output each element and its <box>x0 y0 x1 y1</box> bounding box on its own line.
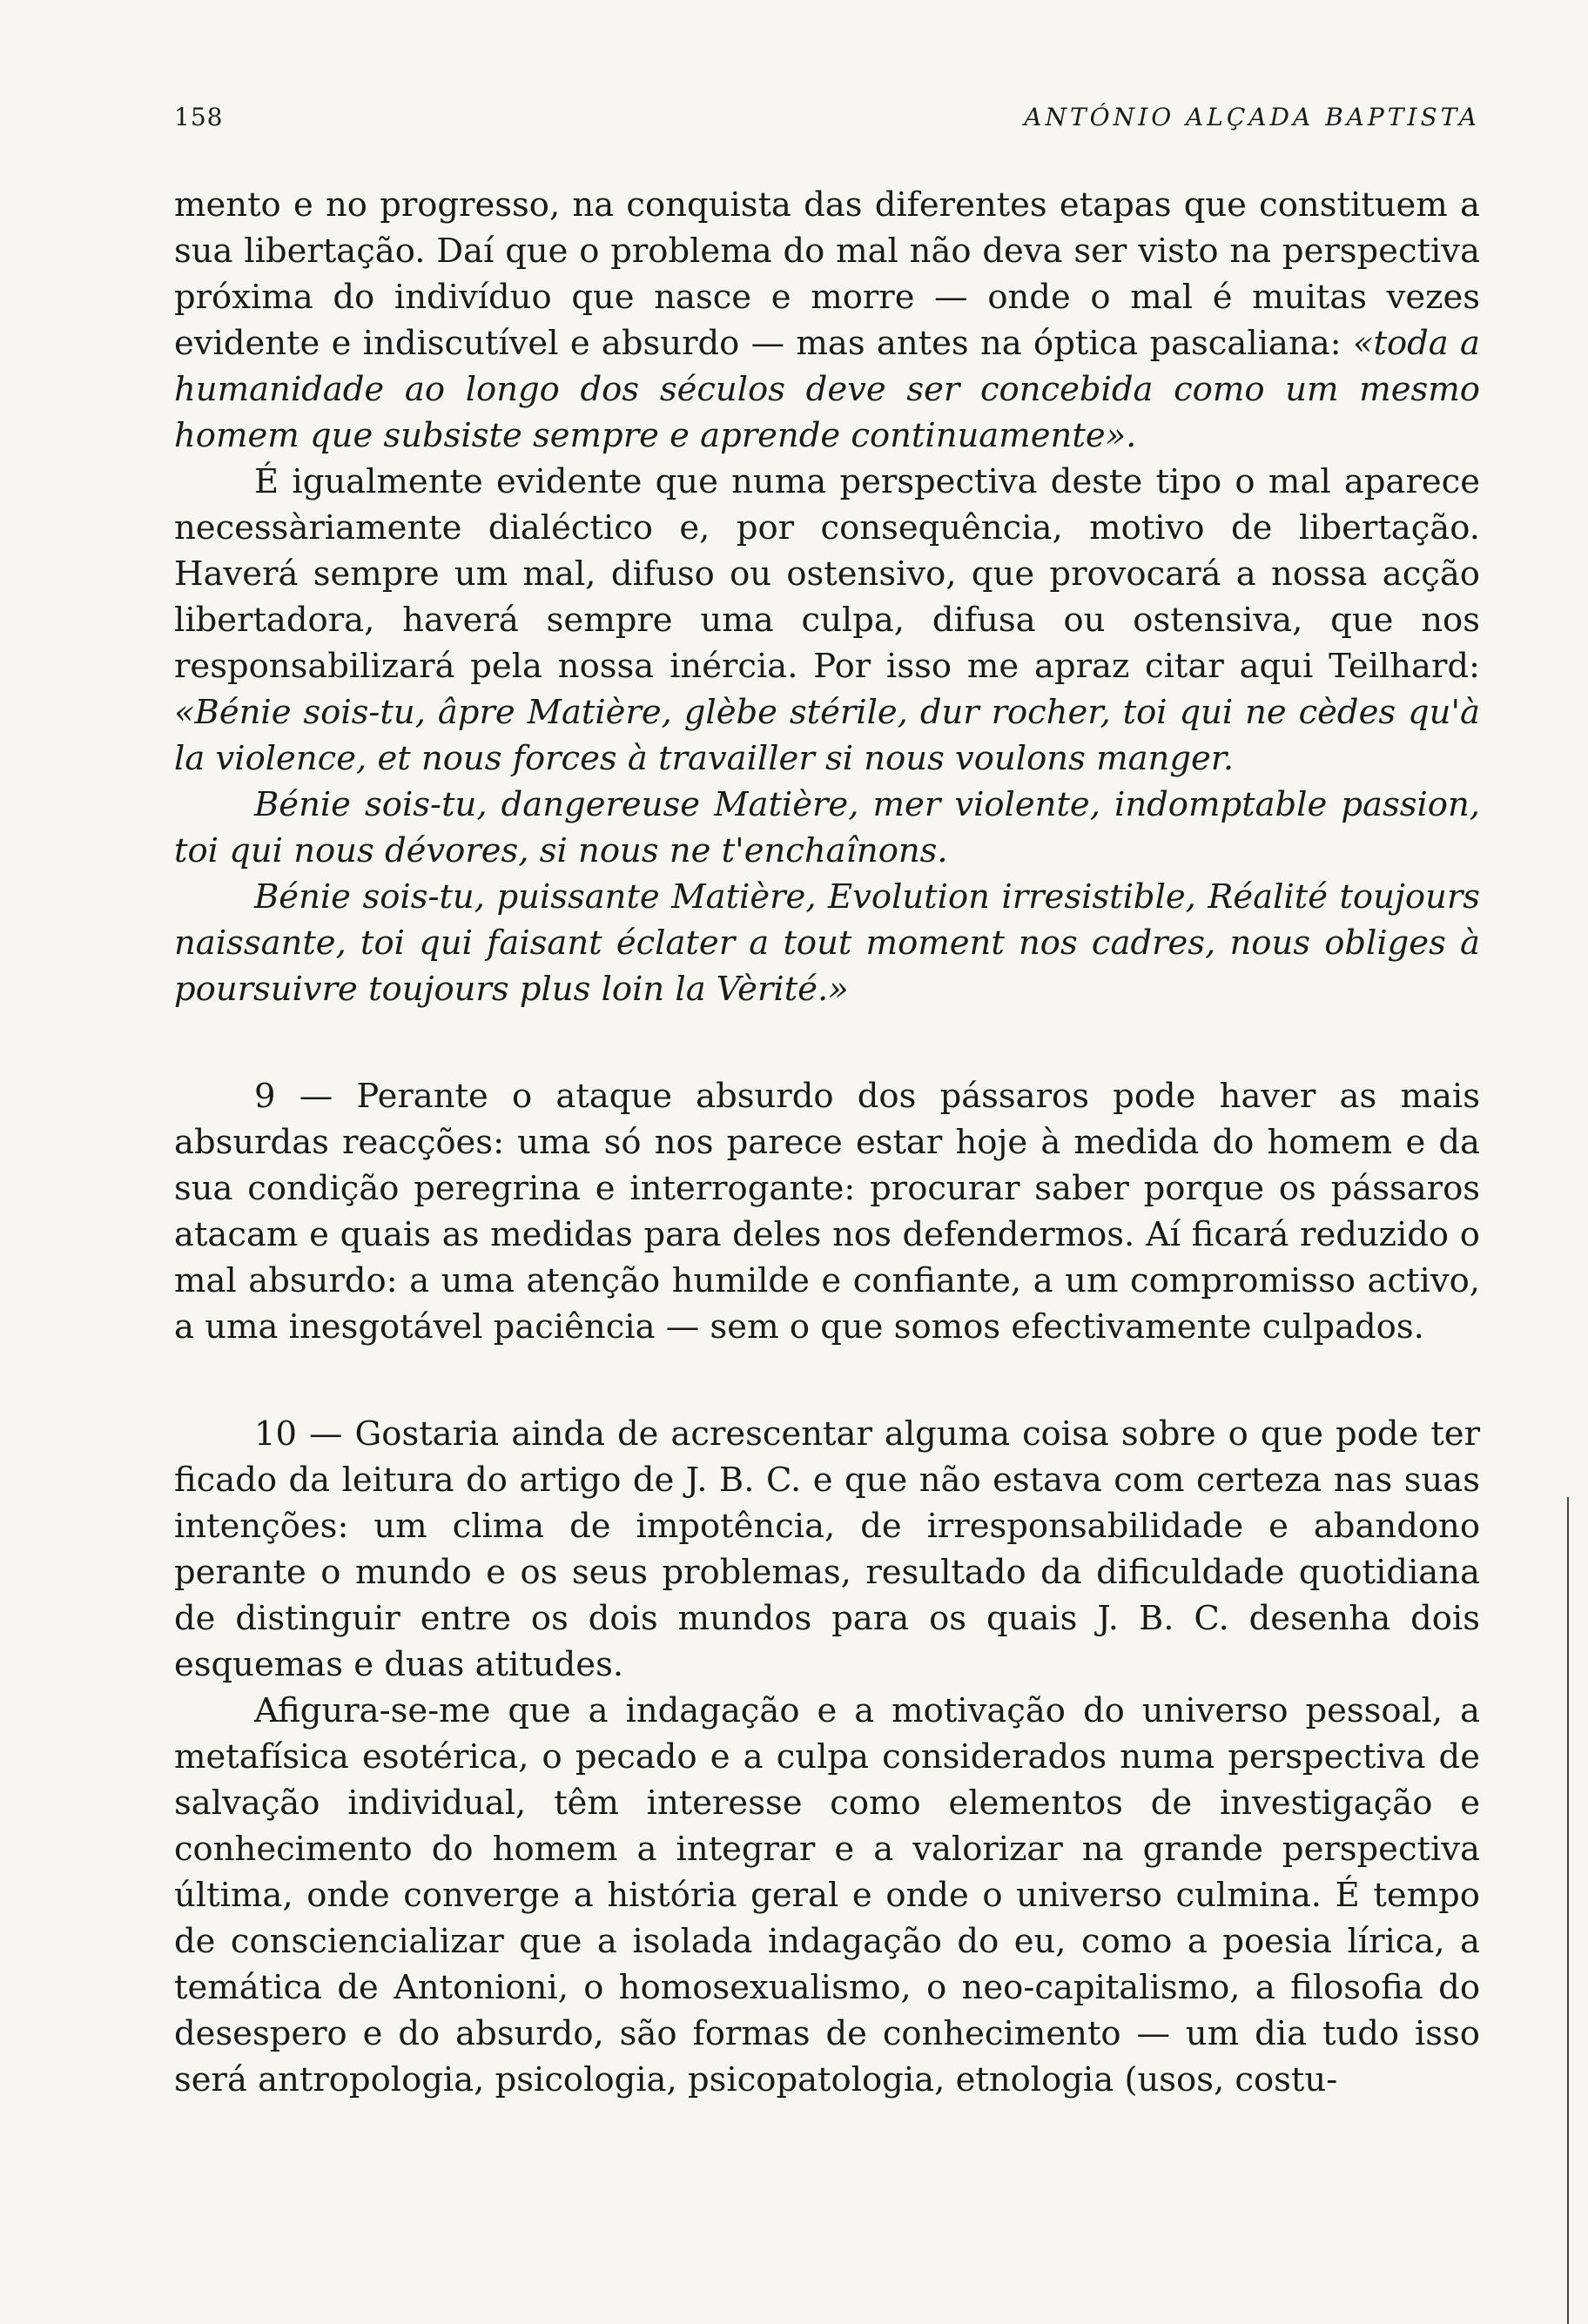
paragraph-text: É igualmente evidente que numa perspectiva deste tipo o mal aparece necessàriamente dialéctico e, por consequência, motivo de libertação. Haverá sempre um mal, difuso ou ostensivo, que provocará a nossa acção libertadora, haverá sempre uma culpa, difusa ou ostensiva, que nos responsabilizará pela nossa inércia. Por isso me apraz citar aqui Teilhard: <box>174 462 1480 686</box>
section-gap <box>174 1350 1480 1411</box>
body-text <box>174 182 1480 2103</box>
teilhard-quote-3 <box>174 874 1480 1012</box>
section-9: 9 — Perante o ataque absurdo dos pássaros pode haver as mais absurdas reacções: uma só nos parece estar hoje à medida do homem e da sua condição peregrina e interrogante: procurar saber porque os pássaros atacam e quais as medidas para deles nos defendermos. Aí ficará reduzido o mal absurdo: a uma atenção humilde e confiante, a um compromisso activo, a uma inesgotável paciência — sem o que somos efectivamente culpados. <box>174 1077 1480 1347</box>
book-page <box>174 103 1480 2103</box>
paragraph-text: mento e no progresso, na conquista das diferentes etapas que constituem a sua libertação. Daí que o problema do mal não deva ser visto na perspectiva próxima do indivíduo que nasce e morre — onde o mal é muitas vezes evidente e indiscutível e absurdo — mas antes na óptica pascaliana: <box>174 185 1480 363</box>
quote-text: Bénie sois-tu, dangereuse Matière, mer violente, indomptable passion, toi qui nous dévores, si nous ne t'enchaînons. <box>174 785 1480 870</box>
paragraph <box>174 182 1480 459</box>
running-head <box>174 103 1480 131</box>
quote-text: Bénie sois-tu, puissante Matière, Evolution irresistible, Réalité toujours naissante, toi qui faisant éclater a tout moment nos cadres, nous obliges à poursuivre toujours plus loin la Vèrité.» <box>174 877 1480 1009</box>
teilhard-quote-2 <box>174 782 1480 874</box>
page-number: 158 <box>174 103 224 131</box>
paragraph: Afigura-se-me que a indagação e a motivação do universo pessoal, a metafísica esotérica, o pecado e a culpa considerados numa perspectiva de salvação individual, têm interesse como elementos de investigação e conhecimento do homem a integrar e a valorizar na grande perspectiva última, onde converge a história geral e onde o universo culmina. É tempo de consciencializar que a isolada indagação do eu, como a poesia lírica, a temática de Antonioni, o homosexualismo, o neo-capitalismo, a filosofia do desespero e do absurdo, são formas de conhecimento — um dia tudo isso será antropologia, psicologia, psicopatologia, etnologia (usos, costu- <box>174 1691 1480 2099</box>
teilhard-quote-1: «Bénie sois-tu, âpre Matière, glèbe stérile, dur rocher, toi qui ne cèdes qu'à la violence, et nous forces à travailler si nous voulons manger. <box>174 693 1480 778</box>
running-head-author: ANTÓNIO ALÇADA BAPTISTA <box>1024 103 1480 131</box>
section-gap <box>174 1012 1480 1073</box>
page-edge-rule <box>1567 1497 1569 2324</box>
section-10: 10 — Gostaria ainda de acrescentar alguma coisa sobre o que pode ter ficado da leitura do artigo de J. B. C. e que não estava com certeza nas suas intenções: um clima de impotência, de irresponsabilidade e abandono perante o mundo e os seus problemas, resultado da dificuldade quotidiana de distinguir entre os dois mundos para os quais J. B. C. desenha dois esquemas e duas atitudes. <box>174 1414 1480 1684</box>
pascal-quote: «toda a humanidade ao longo dos séculos deve ser concebida como um mesmo homem que subsiste sempre e aprende continuamente». <box>174 324 1480 455</box>
paragraph <box>174 459 1480 782</box>
